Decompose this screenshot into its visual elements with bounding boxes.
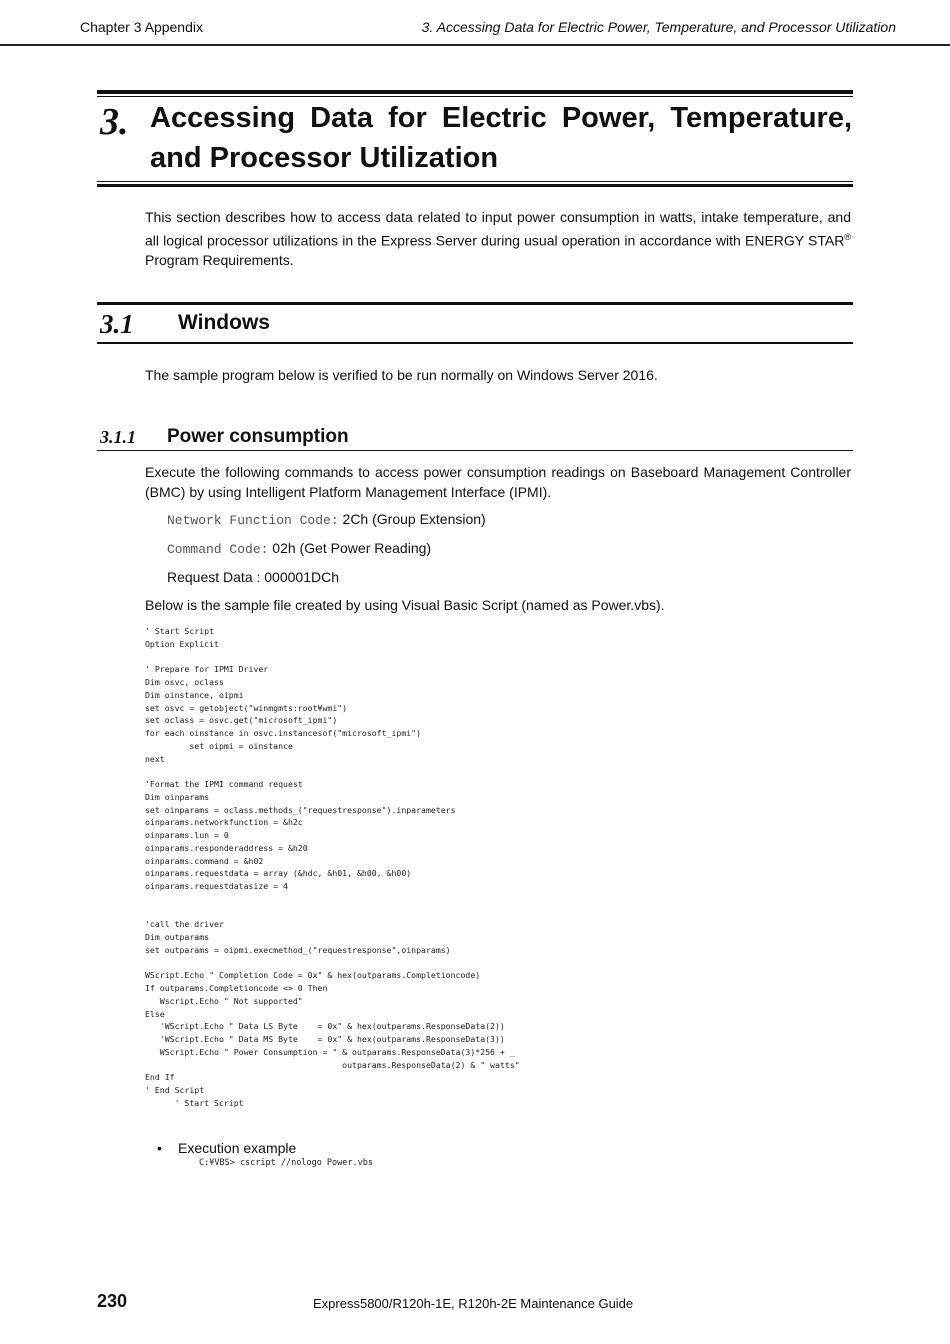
chapter-heading-top-rule (97, 90, 853, 94)
header-divider (0, 44, 950, 46)
bullet-marker: • (157, 1140, 162, 1156)
running-header-chapter: Chapter 3 Appendix (80, 19, 203, 35)
command-code-value: 02h (Get Power Reading) (268, 540, 432, 556)
chapter-heading-top-rule-thin (97, 96, 853, 97)
chapter-heading-bottom-rule (97, 184, 853, 187)
section-heading-top-rule (97, 302, 853, 305)
section-title: Windows (178, 311, 270, 334)
chapter-number: 3. (100, 101, 129, 143)
registered-mark: ® (844, 231, 851, 242)
vbscript-code-sample: ' Start Script Option Explicit ' Prepare for IPMI Driver Dim osvc, oclass Dim oinstance, oipmi set osvc = getobject("winmgmts:root¥wmi") set oclass = osvc.get("microsoft_ipmi") for each oinstance in osvc.instancesof("microsoft_ipmi") set oipmi = oinstance next 'Format the IPMI command request Dim oinparams set oinparams = oclass.methods_("requestresponse").inparameters oinparams.networkfunction = &h2c oinparams.lun = 0 oinparams.responderaddress = &h20 oinparams.command = &h02 oinparams.requestdata = array (&hdc, &h01, &h00, &h00) oinparams.requestdatasize = 4 'call the driver Dim outparams set outparams = oipmi.execmethod_("requestresponse",oinparams) WScript.Echo " Completion Code = 0x" & hex(outparams.Completioncode) If outparams.Completioncode <> 0 Then Wscript.Echo " Not supported" Else 'WScript.Echo " Data LS Byte = 0x" & hex(outparams.ResponseData(2)) 'WScript.Echo " Data MS Byte = 0x" & hex(outparams.ResponseData(3)) WScript.Echo " Power Consumption = " & outparams.ResponseData(3)*256 + _ outparams.ResponseData(2) & " watts" End If ' End Script ' Start Script (145, 626, 520, 1108)
network-function-key: Network Function Code: (167, 513, 339, 528)
execution-example-command: C:¥VBS> cscript //nologo Power.vbs (199, 1158, 373, 1168)
request-data: Request Data : 000001DCh (167, 569, 339, 585)
network-function-value: 2Ch (Group Extension) (338, 511, 486, 527)
footer-guide-title: Express5800/R120h-1E, R120h-2E Maintenance Guide (313, 1296, 634, 1311)
chapter-title: Accessing Data for Electric Power, Temperature, and Processor Utilization (150, 102, 852, 174)
execution-example-label: Execution example (178, 1140, 297, 1156)
ipmi-description: Execute the following commands to access power consumption readings on Baseboard Management Controller (BMC) by using Intelligent Platform Management Interface (IPMI). (145, 464, 851, 500)
section-number: 3.1 (100, 309, 134, 339)
section-heading-bottom-rule (97, 342, 853, 344)
running-header-section: 3. Accessing Data for Electric Power, Temperature, and Processor Utilization (421, 19, 896, 35)
network-function-code (167, 511, 486, 528)
intro-text: This section describes how to access data related to input power consumption in watts, intake temperature, and all logical processor utilizations in the Express Server during usual operation in accordance with ENERGY STAR (145, 209, 851, 249)
intro-paragraph (145, 208, 851, 270)
command-code (167, 540, 431, 557)
chapter-heading-bottom-rule-thin (97, 181, 853, 182)
command-code-key: Command Code: (167, 542, 269, 557)
section-intro: The sample program below is verified to be run normally on Windows Server 2016. (145, 367, 658, 383)
subsection-title: Power consumption (167, 426, 349, 447)
subsection-underline (97, 450, 853, 451)
intro-text-end: Program Requirements. (145, 251, 294, 268)
sample-file-intro: Below is the sample file created by using Visual Basic Script (named as Power.vbs). (145, 597, 665, 613)
subsection-number: 3.1.1 (100, 427, 136, 447)
page-number: 230 (97, 1291, 128, 1311)
